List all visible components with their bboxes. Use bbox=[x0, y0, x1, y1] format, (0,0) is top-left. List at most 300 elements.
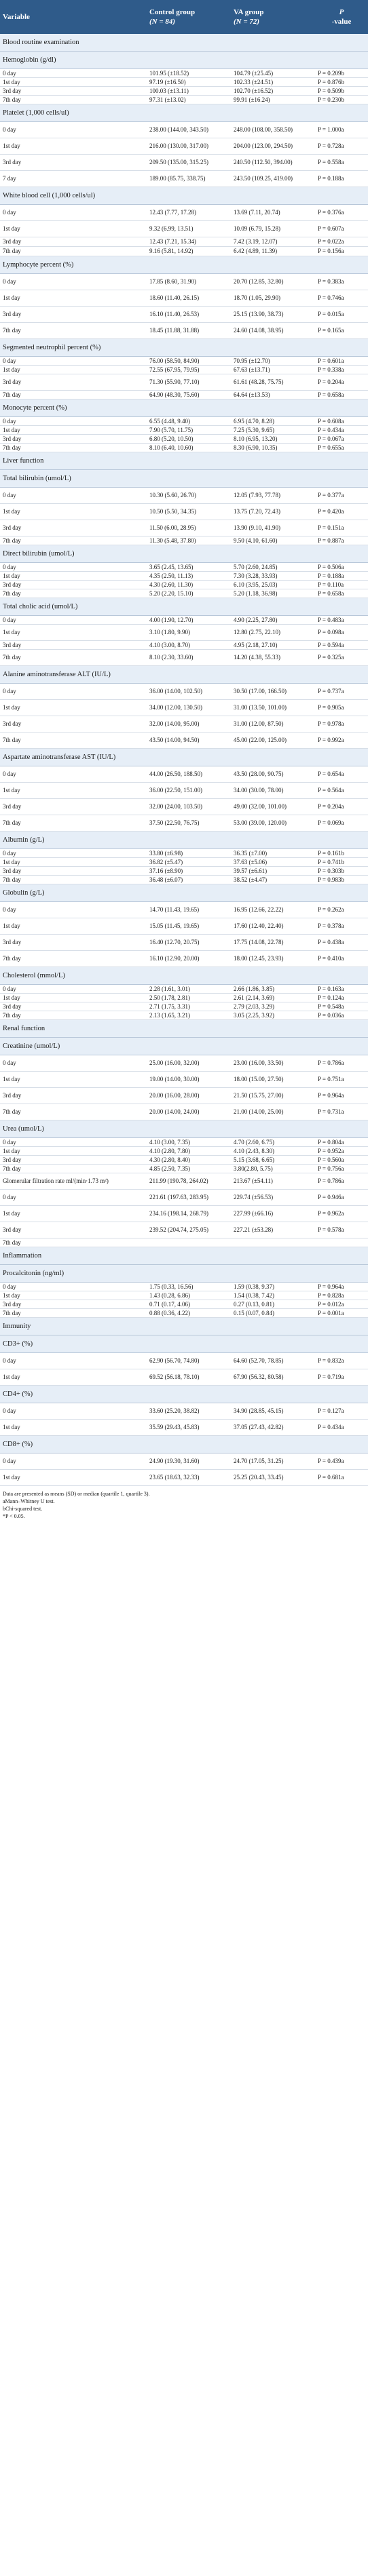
row-control-value: 234.16 (198.14, 268.79) bbox=[149, 1210, 208, 1217]
row-p-value: P = 0.828a bbox=[318, 1291, 344, 1299]
table-row bbox=[0, 122, 368, 138]
row-variable: 7th day bbox=[3, 737, 21, 744]
row-va-value: 6.95 (4.70, 8.28) bbox=[234, 417, 274, 425]
variable-heading: Lymphocyte percent (%) bbox=[0, 256, 368, 274]
table-row bbox=[0, 616, 368, 625]
row-va-value: 4.95 (2.18, 27.10) bbox=[234, 641, 278, 648]
row-variable: 3rd day bbox=[3, 311, 22, 318]
row-p-value bbox=[315, 1238, 368, 1247]
row-control-value: 7.90 (5.70, 11.75) bbox=[149, 426, 194, 433]
row-variable: 3rd day bbox=[3, 1002, 22, 1010]
row-variable: 0 day bbox=[3, 209, 16, 216]
row-va-value: 6.10 (3.95, 25.03) bbox=[234, 581, 278, 588]
table-row bbox=[0, 1104, 368, 1120]
variable-heading: Creatinine (umol/L) bbox=[0, 1038, 368, 1055]
row-p-value: P = 0.731a bbox=[318, 1108, 344, 1116]
row-va-value: 61.61 (48.28, 75.75) bbox=[234, 378, 284, 386]
row-p-value: P = 0.015a bbox=[318, 311, 344, 318]
table-row bbox=[0, 444, 368, 452]
row-variable: 1st day bbox=[3, 994, 20, 1001]
row-variable: 1st day bbox=[3, 629, 20, 636]
row-variable: 7th day bbox=[3, 1011, 21, 1019]
row-va-value: 243.50 (109.25, 419.00) bbox=[234, 175, 293, 182]
row-control-value: 2.28 (1.61, 3.01) bbox=[149, 985, 190, 992]
row-variable: 3rd day bbox=[3, 87, 22, 94]
row-variable: 1st day bbox=[3, 508, 20, 515]
row-p-value: P = 0.992a bbox=[318, 737, 344, 744]
row-p-value: P = 0.655a bbox=[318, 444, 344, 451]
row-p-value: P = 0.741b bbox=[318, 858, 344, 865]
row-control-value: 36.82 (±5.47) bbox=[149, 858, 183, 865]
variable-heading: Platelet (1,000 cells/ul) bbox=[0, 104, 368, 122]
variable-heading: Urea (umol/L) bbox=[0, 1120, 368, 1138]
row-control-value: 76.00 (58.50, 84.90) bbox=[149, 357, 200, 364]
row-variable: 0 day bbox=[3, 1283, 16, 1290]
table-row bbox=[0, 96, 368, 104]
row-variable: 7 day bbox=[3, 175, 16, 182]
variable-heading: Procalcitonin (ng/ml) bbox=[0, 1265, 368, 1283]
row-p-value: P = 0.756a bbox=[318, 1165, 344, 1172]
row-va-value: 10.09 (6.79, 15.28) bbox=[234, 225, 280, 233]
row-p-value: P = 0.069a bbox=[318, 819, 344, 827]
row-variable: 1st day bbox=[3, 78, 20, 85]
row-va-value: 8.10 (6.95, 13.20) bbox=[234, 435, 278, 442]
table-row bbox=[0, 867, 368, 876]
row-va-value: 8.30 (6.90, 10.35) bbox=[234, 444, 278, 451]
row-control-value: 100.03 (±13.11) bbox=[149, 87, 189, 94]
row-va-value: 0.15 (0.07, 0.84) bbox=[234, 1309, 274, 1316]
row-p-value: P = 0.601a bbox=[318, 357, 344, 364]
row-variable: 3rd day bbox=[3, 867, 22, 874]
table-row bbox=[0, 426, 368, 435]
table-row bbox=[0, 504, 368, 520]
row-variable: 1st day bbox=[3, 704, 20, 711]
table-row bbox=[0, 1055, 368, 1072]
row-control-value: 36.48 (±6.07) bbox=[149, 876, 183, 883]
row-p-value: P = 0.001a bbox=[318, 1309, 344, 1316]
row-control-value: 101.95 (±18.52) bbox=[149, 69, 189, 77]
row-control-value: 36.00 (22.50, 151.00) bbox=[149, 787, 202, 794]
row-va-value: 1.59 (0.38, 9.37) bbox=[234, 1283, 274, 1290]
row-p-value: P = 0.786a bbox=[318, 1177, 344, 1185]
row-p-value: P = 1.000a bbox=[318, 126, 344, 134]
row-va-value: 7.25 (5.30, 9.65) bbox=[234, 426, 274, 433]
row-va-value: 31.00 (13.50, 101.00) bbox=[234, 704, 287, 711]
table-row bbox=[0, 1353, 368, 1369]
row-va-value: 99.91 (±16.24) bbox=[234, 96, 270, 103]
table-row bbox=[0, 221, 368, 237]
row-va-value: 13.69 (7.11, 20.74) bbox=[234, 209, 280, 216]
table-row bbox=[0, 650, 368, 666]
row-p-value: P = 0.962a bbox=[318, 1210, 344, 1217]
table-row bbox=[0, 1420, 368, 1436]
row-variable: 0 day bbox=[3, 126, 16, 134]
table-row bbox=[0, 205, 368, 221]
row-variable: 1st day bbox=[3, 366, 20, 373]
table-row bbox=[0, 417, 368, 426]
row-control-value: 43.50 (14.00, 94.50) bbox=[149, 737, 200, 744]
row-p-value: P = 0.012a bbox=[318, 1300, 344, 1308]
row-p-value: P = 0.036a bbox=[318, 1011, 344, 1019]
table-row bbox=[0, 1291, 368, 1300]
row-p-value: P = 0.161b bbox=[318, 849, 344, 857]
row-p-value: P = 0.786a bbox=[318, 1059, 344, 1067]
row-variable: 7th day bbox=[3, 444, 21, 451]
section-heading: Liver function bbox=[0, 452, 368, 470]
row-variable: 7th day bbox=[3, 391, 21, 398]
variable-heading: Total cholic acid (umol/L) bbox=[0, 598, 368, 616]
row-control-value: 4.30 (2.60, 11.30) bbox=[149, 581, 194, 588]
row-p-value: P = 0.377a bbox=[318, 492, 344, 499]
row-p-value: P = 0.483a bbox=[318, 616, 344, 623]
row-control-value: 32.00 (24.00, 103.50) bbox=[149, 803, 202, 811]
footnote: *P < 0.05. bbox=[3, 1513, 25, 1519]
table-row bbox=[0, 589, 368, 598]
row-variable: 3rd day bbox=[3, 159, 22, 166]
row-variable: 0 day bbox=[3, 1458, 16, 1465]
row-va-value: 67.90 (56.32, 80.58) bbox=[234, 1373, 284, 1381]
row-va-value: 25.15 (13.90, 38.73) bbox=[234, 311, 284, 318]
table-row bbox=[0, 572, 368, 581]
row-p-value: P = 0.832a bbox=[318, 1357, 344, 1365]
row-control-value: 36.00 (14.00, 102.50) bbox=[149, 688, 202, 695]
table-row bbox=[0, 435, 368, 444]
variable-heading: CD8+ (%) bbox=[0, 1436, 368, 1453]
row-variable: 3rd day bbox=[3, 641, 22, 648]
variable-heading: Monocyte percent (%) bbox=[0, 399, 368, 417]
row-p-value: P = 0.151a bbox=[318, 524, 344, 532]
table-footnotes bbox=[0, 1486, 368, 1524]
table-row bbox=[0, 1173, 368, 1190]
row-va-value: 227.21 (±53.28) bbox=[234, 1226, 274, 1234]
row-va-value: 24.70 (17.05, 31.25) bbox=[234, 1458, 284, 1465]
row-p-value: P = 0.188a bbox=[318, 572, 344, 579]
header-control: Control group (N = 84) bbox=[149, 8, 196, 26]
row-p-value: P = 0.681a bbox=[318, 1474, 344, 1481]
row-va-value: 18.00 (12.45, 23.93) bbox=[234, 955, 284, 962]
row-va-value: 12.80 (2.75, 22.10) bbox=[234, 629, 280, 636]
row-va-value: 5.20 (1.18, 36.98) bbox=[234, 589, 278, 597]
row-va-value: 104.79 (±25.45) bbox=[234, 69, 274, 77]
row-p-value: P = 0.325a bbox=[318, 654, 344, 661]
table-row bbox=[0, 935, 368, 951]
row-p-value: P = 0.560a bbox=[318, 1156, 344, 1163]
table-row bbox=[0, 581, 368, 589]
row-va-value: 3.05 (2.25, 3.92) bbox=[234, 1011, 274, 1019]
row-p-value: P = 0.209b bbox=[318, 69, 344, 77]
row-variable: 1st day bbox=[3, 1373, 20, 1381]
row-p-value: P = 0.124a bbox=[318, 994, 344, 1001]
table-row bbox=[0, 78, 368, 87]
row-control-value: 211.99 (190.78, 264.02) bbox=[149, 1177, 208, 1185]
table-row bbox=[0, 918, 368, 935]
row-control-value: 216.00 (130.00, 317.00) bbox=[149, 142, 208, 150]
row-va-value: 204.00 (123.00, 294.50) bbox=[234, 142, 293, 150]
row-p-value: P = 0.156a bbox=[318, 248, 344, 255]
row-variable: 3rd day bbox=[3, 1300, 22, 1308]
row-p-value: P = 0.110a bbox=[318, 581, 344, 588]
row-control-value: 10.30 (5.60, 26.70) bbox=[149, 492, 196, 499]
header-p-value: P -value bbox=[331, 8, 352, 26]
row-variable: 7th day bbox=[3, 1309, 21, 1316]
row-va-value: 36.35 (±7.00) bbox=[234, 849, 268, 857]
variable-heading: Albumin (g/L) bbox=[0, 832, 368, 849]
row-control-value: 1.43 (0.28, 6.86) bbox=[149, 1291, 190, 1299]
row-control-value: 9.32 (6.99, 13.51) bbox=[149, 225, 194, 233]
row-va-value: 31.00 (12.00, 87.50) bbox=[234, 720, 284, 728]
row-control-value: 2.50 (1.78, 2.81) bbox=[149, 994, 190, 1001]
row-control-value: 14.70 (11.43, 19.65) bbox=[149, 906, 200, 914]
row-variable: 0 day bbox=[3, 1059, 16, 1067]
row-va-value: 38.52 (±4.47) bbox=[234, 876, 268, 883]
row-control-value: 221.61 (197.63, 283.95) bbox=[149, 1194, 208, 1201]
row-p-value: P = 0.338a bbox=[318, 366, 344, 373]
row-control-value: 62.90 (56.70, 74.80) bbox=[149, 1357, 200, 1365]
row-va-value: 53.00 (39.00, 120.00) bbox=[234, 819, 287, 827]
row-p-value: P = 0.558a bbox=[318, 159, 344, 166]
table-row bbox=[0, 1156, 368, 1165]
table-row bbox=[0, 985, 368, 994]
row-control-value: 6.80 (5.20, 10.50) bbox=[149, 435, 194, 442]
row-va-value: 30.50 (17.00, 166.50) bbox=[234, 688, 287, 695]
variable-heading: Segmented neutrophil percent (%) bbox=[0, 339, 368, 357]
row-control-value: 4.85 (2.50, 7.35) bbox=[149, 1165, 190, 1172]
row-variable: 1st day bbox=[3, 1474, 20, 1481]
row-va-value: 2.66 (1.86, 3.85) bbox=[234, 985, 274, 992]
row-va-value: 43.50 (28.00, 90.75) bbox=[234, 770, 284, 778]
row-variable: 3rd day bbox=[3, 803, 22, 811]
row-control-value: 32.00 (14.00, 95.00) bbox=[149, 720, 200, 728]
row-variable: 1st day bbox=[3, 787, 20, 794]
row-control-value: 64.90 (48.30, 75.60) bbox=[149, 391, 200, 398]
row-p-value: P = 0.188a bbox=[318, 175, 344, 182]
row-va-value: 2.79 (2.03, 3.29) bbox=[234, 1002, 274, 1010]
variable-heading: Alanine aminotransferase ALT (IU/L) bbox=[0, 666, 368, 684]
row-p-value: P = 0.204a bbox=[318, 378, 344, 386]
row-va-value: 23.00 (16.00, 33.50) bbox=[234, 1059, 284, 1067]
table-row bbox=[0, 323, 368, 339]
row-va-value: 4.90 (2.25, 27.80) bbox=[234, 616, 278, 623]
row-va-value: 13.90 (9.10, 41.90) bbox=[234, 524, 280, 532]
table-row bbox=[0, 1165, 368, 1173]
table-row bbox=[0, 684, 368, 700]
row-p-value: P = 0.383a bbox=[318, 278, 344, 286]
row-p-value: P = 0.067a bbox=[318, 435, 344, 442]
row-va-value: 4.70 (2.60, 6.75) bbox=[234, 1138, 274, 1146]
row-p-value: P = 0.983b bbox=[318, 876, 344, 883]
row-p-value: P = 0.127a bbox=[318, 1407, 344, 1415]
row-va-value: 45.00 (22.00, 125.00) bbox=[234, 737, 287, 744]
table-row bbox=[0, 902, 368, 918]
row-variable: 7th day bbox=[3, 876, 21, 883]
row-control-value: 2.71 (1.75, 3.31) bbox=[149, 1002, 190, 1010]
row-control-value: 97.31 (±13.02) bbox=[149, 96, 186, 103]
variable-heading: Aspartate aminotransferase AST (IU/L) bbox=[0, 749, 368, 766]
table-row bbox=[0, 700, 368, 716]
variable-heading: Hemoglobin (g/dl) bbox=[0, 52, 368, 69]
row-p-value: P = 0.578a bbox=[318, 1226, 344, 1234]
row-control-value: 19.00 (14.00, 30.00) bbox=[149, 1076, 200, 1083]
table-row bbox=[0, 733, 368, 749]
variable-heading: Globulin (g/L) bbox=[0, 884, 368, 902]
row-variable: 3rd day bbox=[3, 1156, 22, 1163]
table-row bbox=[0, 237, 368, 247]
table-row bbox=[0, 1002, 368, 1011]
row-p-value: P = 0.204a bbox=[318, 803, 344, 811]
table-row bbox=[0, 876, 368, 884]
row-variable: 0 day bbox=[3, 417, 16, 425]
row-variable: 3rd day bbox=[3, 1226, 22, 1234]
row-control-value: 12.43 (7.77, 17.28) bbox=[149, 209, 196, 216]
row-va-value: 64.60 (52.70, 78.85) bbox=[234, 1357, 284, 1365]
row-p-value: P = 0.876b bbox=[318, 78, 344, 85]
row-control-value: 33.80 (±6.98) bbox=[149, 849, 183, 857]
row-p-value: P = 0.439a bbox=[318, 1458, 344, 1465]
row-control-value: 10.50 (5.50, 34.35) bbox=[149, 508, 196, 515]
table-row bbox=[0, 641, 368, 650]
row-variable: 0 day bbox=[3, 906, 16, 914]
row-p-value: P = 0.594a bbox=[318, 641, 344, 648]
row-va-value: 12.05 (7.93, 77.78) bbox=[234, 492, 280, 499]
table-row bbox=[0, 171, 368, 187]
row-p-value: P = 0.654a bbox=[318, 770, 344, 778]
section-heading: Renal function bbox=[0, 1020, 368, 1038]
row-va-value: 102.33 (±24.51) bbox=[234, 78, 274, 85]
row-control-value: 0.88 (0.36, 4.22) bbox=[149, 1309, 190, 1316]
table-row bbox=[0, 307, 368, 323]
row-va-value: 229.74 (±56.53) bbox=[234, 1194, 274, 1201]
section-heading: Inflammation bbox=[0, 1247, 368, 1265]
table-row bbox=[0, 1138, 368, 1147]
footnote: bChi-squared test. bbox=[3, 1506, 43, 1512]
row-control-value: 2.13 (1.65, 3.21) bbox=[149, 1011, 190, 1019]
row-control-value: 4.30 (2.80, 8.40) bbox=[149, 1156, 190, 1163]
row-va-value: 70.95 (±12.70) bbox=[234, 357, 270, 364]
table-row bbox=[0, 1309, 368, 1318]
row-control-value: 16.10 (11.40, 26.53) bbox=[149, 311, 200, 318]
row-va-value bbox=[231, 1238, 315, 1247]
row-p-value: P = 0.887a bbox=[318, 536, 344, 544]
row-va-value: 7.42 (3.19, 12.07) bbox=[234, 238, 278, 246]
variable-heading: Direct bilirubin (umol/L) bbox=[0, 545, 368, 563]
row-va-value: 102.70 (±16.52) bbox=[234, 87, 274, 94]
table-row bbox=[0, 1147, 368, 1156]
row-variable: 1st day bbox=[3, 858, 20, 865]
row-va-value: 5.15 (3.68, 6.65) bbox=[234, 1156, 274, 1163]
row-va-value: 17.60 (12.40, 22.40) bbox=[234, 922, 284, 930]
row-p-value: P = 0.737a bbox=[318, 688, 344, 695]
row-variable: 3rd day bbox=[3, 1092, 22, 1099]
row-p-value: P = 0.376a bbox=[318, 209, 344, 216]
row-p-value: P = 0.506a bbox=[318, 563, 344, 570]
row-variable: 1st day bbox=[3, 1424, 20, 1431]
row-control-value: 238.00 (144.00, 343.50) bbox=[149, 126, 208, 134]
row-variable: 7th day bbox=[3, 654, 21, 661]
row-control-value: 16.10 (12.90, 20.00) bbox=[149, 955, 200, 962]
table-row bbox=[0, 357, 368, 366]
row-variable: 0 day bbox=[3, 688, 16, 695]
row-va-value: 18.00 (15.00, 27.50) bbox=[234, 1076, 284, 1083]
row-variable: 0 day bbox=[3, 1138, 16, 1146]
table-row bbox=[0, 1283, 368, 1291]
table-row bbox=[0, 766, 368, 783]
table-row bbox=[0, 1470, 368, 1486]
row-control-value: 4.10 (2.80, 7.80) bbox=[149, 1147, 190, 1154]
row-variable: 0 day bbox=[3, 1407, 16, 1415]
row-control-value: 209.50 (135.00, 315.25) bbox=[149, 159, 208, 166]
row-p-value: P = 0.378a bbox=[318, 922, 344, 930]
row-va-value: 39.57 (±6.61) bbox=[234, 867, 268, 874]
row-control-value: 33.60 (25.20, 38.82) bbox=[149, 1407, 200, 1415]
table-row bbox=[0, 951, 368, 967]
row-control-value: 3.10 (1.80, 9.90) bbox=[149, 629, 190, 636]
header-variable: Variable bbox=[3, 13, 30, 21]
table-row bbox=[0, 849, 368, 858]
row-variable: 7th day bbox=[3, 536, 21, 544]
variable-heading: CD4+ (%) bbox=[0, 1386, 368, 1403]
table-row bbox=[0, 1453, 368, 1470]
table-row bbox=[0, 274, 368, 290]
row-va-value: 16.95 (12.66, 22.22) bbox=[234, 906, 284, 914]
row-variable: 7th day bbox=[3, 955, 21, 962]
row-control-value: 71.30 (55.90, 77.10) bbox=[149, 378, 200, 386]
table-row bbox=[0, 1088, 368, 1104]
table-row bbox=[0, 1403, 368, 1420]
row-variable: 1st day bbox=[3, 922, 20, 930]
row-p-value: P = 0.746a bbox=[318, 294, 344, 302]
row-va-value: 6.42 (4.89, 11.39) bbox=[234, 248, 278, 255]
variable-heading: Total bilirubin (umol/L) bbox=[0, 470, 368, 488]
row-control-value: 4.00 (1.90, 12.70) bbox=[149, 616, 194, 623]
row-control-value: 1.75 (0.33, 16.56) bbox=[149, 1283, 194, 1290]
footnote: aMann–Whitney U test. bbox=[3, 1498, 55, 1504]
row-control-value: 8.10 (6.40, 10.60) bbox=[149, 444, 194, 451]
table-row bbox=[0, 155, 368, 171]
row-va-value: 248.00 (108.00, 358.50) bbox=[234, 126, 293, 134]
row-control-value: 35.59 (29.43, 45.83) bbox=[149, 1424, 200, 1431]
table-row bbox=[0, 994, 368, 1002]
row-variable: 1st day bbox=[3, 1076, 20, 1083]
row-p-value: P = 0.964a bbox=[318, 1283, 344, 1290]
row-p-value: P = 0.952a bbox=[318, 1147, 344, 1154]
row-control-value: 12.43 (7.21, 15.34) bbox=[149, 238, 196, 246]
table-row bbox=[0, 87, 368, 96]
row-va-value: 7.30 (3.28, 33.93) bbox=[234, 572, 278, 579]
row-p-value: P = 0.420a bbox=[318, 508, 344, 515]
row-p-value: P = 0.438a bbox=[318, 939, 344, 946]
row-variable: 7th day bbox=[3, 1165, 21, 1172]
row-p-value: P = 0.303b bbox=[318, 867, 344, 874]
row-control-value bbox=[147, 1238, 231, 1247]
row-control-value: 239.52 (204.74, 275.05) bbox=[149, 1226, 208, 1234]
row-control-value: 11.30 (5.48, 37.80) bbox=[149, 536, 196, 544]
row-p-value: P = 0.262a bbox=[318, 906, 344, 914]
row-p-value: P = 0.751a bbox=[318, 1076, 344, 1083]
section-heading: Immunity bbox=[0, 1318, 368, 1335]
row-p-value: P = 0.410a bbox=[318, 955, 344, 962]
row-p-value: P = 0.728a bbox=[318, 142, 344, 150]
row-control-value: 8.10 (2.30, 33.60) bbox=[149, 654, 194, 661]
row-variable: 3rd day bbox=[3, 581, 22, 588]
row-control-value: 11.50 (6.00, 28.95) bbox=[149, 524, 196, 532]
table-row bbox=[0, 1206, 368, 1222]
row-p-value: P = 0.548a bbox=[318, 1002, 344, 1010]
row-control-value: 0.71 (0.17, 4.06) bbox=[149, 1300, 190, 1308]
table-row bbox=[0, 391, 368, 399]
row-va-value: 14.20 (4.38, 55.33) bbox=[234, 654, 280, 661]
row-p-value: P = 0.658a bbox=[318, 391, 344, 398]
row-variable: 3rd day bbox=[3, 939, 22, 946]
